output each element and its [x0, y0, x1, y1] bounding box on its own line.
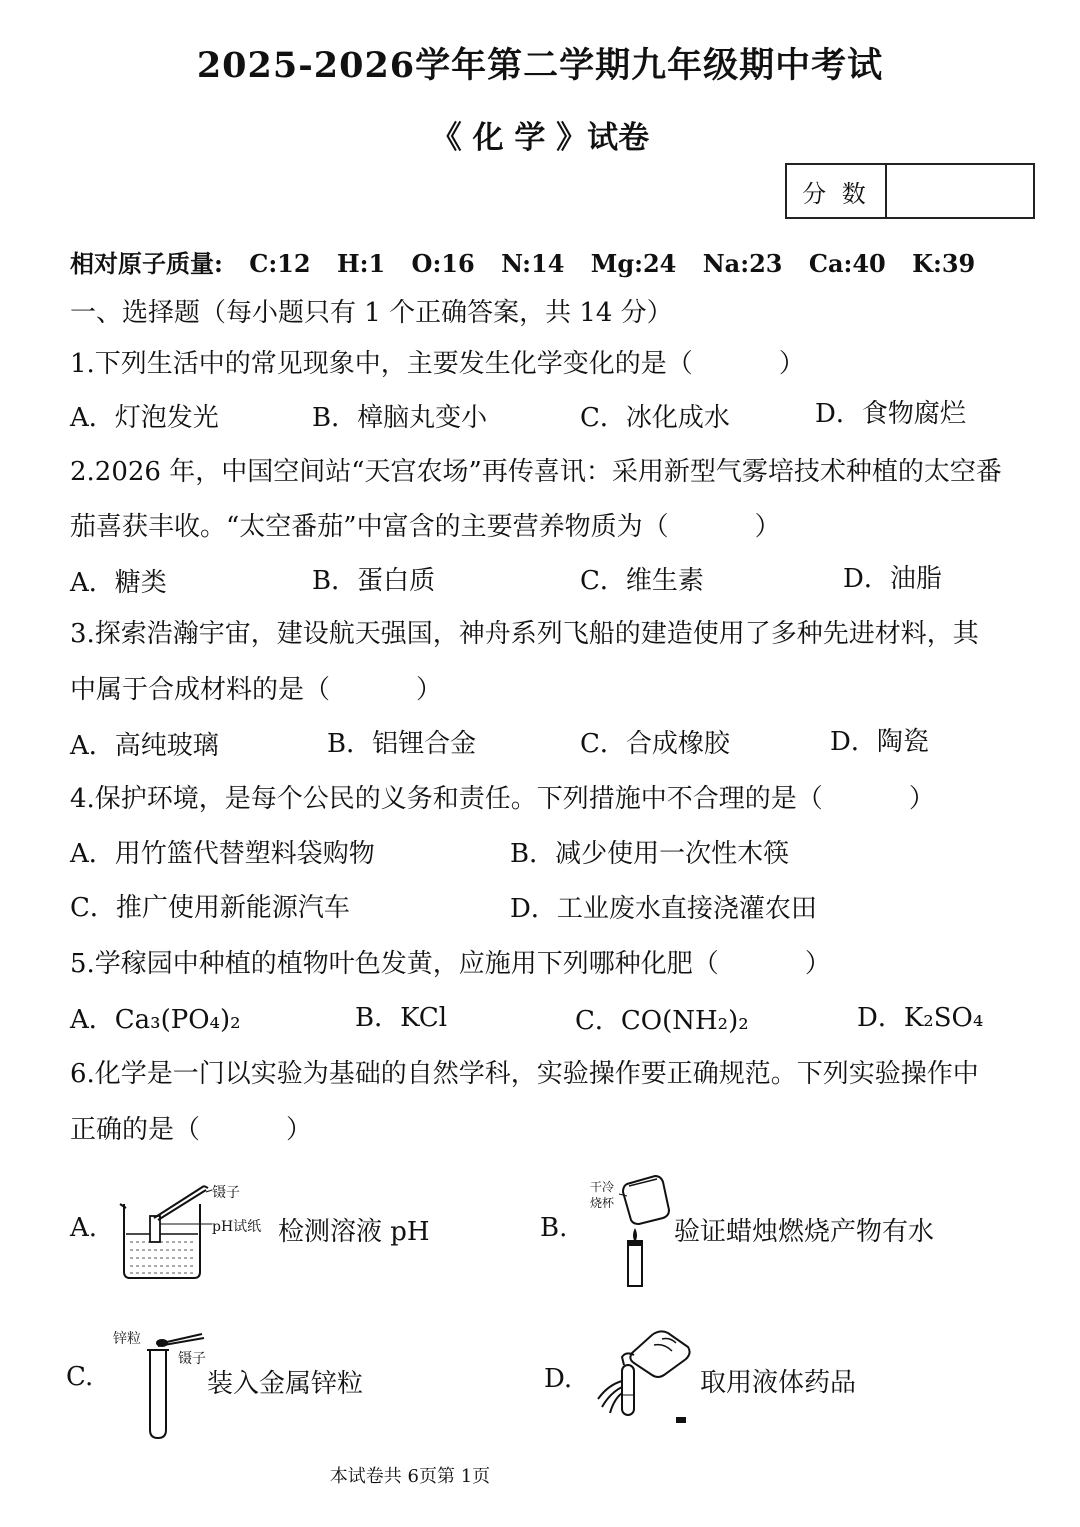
exam-title: 2025-2026学年第二学期九年级期中考试: [196, 45, 884, 86]
question-6-line1: 6.化学是一门以实验为基础的自然学科，实验操作要正确规范。下列实验操作中: [70, 1059, 979, 1089]
question-2-close: ）: [754, 512, 781, 542]
tweezers-label: 镊子: [212, 1185, 240, 1201]
question-6-close: ）: [286, 1115, 313, 1145]
q5-option-d: D．K₂SO₄: [857, 1003, 984, 1033]
q1-option-a: A．灯泡发光: [70, 403, 219, 433]
atomic-mass-item: O:16: [411, 249, 475, 278]
q5-option-a: A．Ca₃(PO₄)₂: [70, 1005, 241, 1035]
question-3-line2: [70, 669, 442, 706]
question-5-close: ）: [804, 949, 831, 979]
question-1-text: 1.下列生活中的常见现象中，主要发生化学变化的是（: [70, 349, 693, 379]
q3-option-b: B．铝锂合金: [327, 729, 477, 759]
q2-option-a: A．糖类: [70, 568, 167, 598]
section-heading: 一、选择题（每小题只有 1 个正确答案，共 14 分）: [70, 298, 673, 328]
q6-option-a-letter: A.: [70, 1213, 98, 1243]
score-box: [785, 163, 1035, 219]
question-3-text: 中属于合成材料的是（: [70, 675, 331, 705]
q4-option-d: D．工业废水直接浇灌农田: [510, 894, 817, 924]
q4-option-c: C．推广使用新能源汽车: [70, 893, 350, 923]
q4-option-b: B．减少使用一次性木筷: [510, 839, 790, 869]
q2-option-c: C．维生素: [580, 566, 704, 596]
atomic-mass-item: H:1: [336, 249, 386, 278]
atomic-mass-item: K:39: [912, 249, 976, 278]
question-3-line1: 3.探索浩瀚宇宙，建设航天强国，神舟系列飞船的建造使用了多种先进材料，其: [70, 619, 979, 649]
q1-option-d: D．食物腐烂: [815, 399, 966, 429]
q6-option-b-text: 验证蜡烛燃烧产物有水: [674, 1217, 935, 1247]
q5-option-b: B．KCl: [355, 1003, 448, 1033]
atomic-mass-item: C:12: [249, 249, 311, 278]
question-6-text: 正确的是（: [70, 1115, 201, 1145]
q6-option-d-letter: D.: [544, 1364, 573, 1394]
beaker-label: 烧杯: [590, 1196, 615, 1210]
question-1-stem: [70, 343, 805, 380]
question-1-close: ）: [778, 349, 805, 379]
score-label: 分 数: [787, 165, 887, 217]
question-5-stem: [70, 943, 831, 980]
tweezers-label-c: 镊子: [178, 1351, 206, 1367]
score-field[interactable]: [887, 165, 1033, 217]
q2-option-b: B．蛋白质: [312, 566, 436, 596]
q3-option-d: D．陶瓷: [830, 727, 929, 757]
ph-paper-label: pH试纸: [212, 1219, 262, 1235]
question-4-stem: [70, 778, 935, 815]
exam-subtitle: 《 化 学 》试卷: [430, 120, 650, 156]
atomic-mass-item: Mg:24: [590, 249, 677, 278]
q6-option-c-letter: C.: [66, 1362, 94, 1392]
atomic-masses: [70, 244, 993, 279]
pouring-liquid-hand-illustration: [592, 1325, 702, 1430]
question-5-text: 5.学稼园中种植的植物叶色发黄，应施用下列哪种化肥（: [70, 949, 719, 979]
q3-option-a: A．高纯玻璃: [70, 731, 219, 761]
page-footer: 本试卷共 6页第 1页: [329, 1466, 491, 1487]
q1-option-b: B．樟脑丸变小: [312, 403, 488, 433]
test-tube-zinc-illustration: [140, 1330, 210, 1442]
q2-option-d: D．油脂: [843, 564, 942, 594]
question-3-close: ）: [416, 675, 443, 705]
question-2-text: 茄喜获丰收。“太空番茄”中富含的主要营养物质为（: [70, 512, 669, 542]
atomic-mass-item: N:14: [501, 249, 565, 278]
q6-option-d-text: 取用液体药品: [700, 1368, 857, 1398]
question-2-line1: 2.2026 年，中国空间站“天宫农场”再传喜讯：采用新型气雾培技术种植的太空番: [70, 457, 1002, 487]
question-4-text: 4.保护环境，是每个公民的义务和责任。下列措施中不合理的是（: [70, 784, 823, 814]
question-4-close: ）: [908, 784, 935, 814]
candle-beaker-illustration: [605, 1172, 675, 1290]
atomic-mass-item: Ca:40: [808, 249, 886, 278]
question-6-line2: [70, 1109, 312, 1146]
q6-option-b-letter: B.: [540, 1213, 568, 1243]
question-2-line2: [70, 506, 781, 543]
atomic-mass-item: Na:23: [702, 249, 783, 278]
q4-option-a: A．用竹篮代替塑料袋购物: [70, 839, 375, 869]
q5-option-c: C．CO(NH₂)₂: [575, 1006, 749, 1036]
dry-label: 干冷: [590, 1180, 615, 1194]
q1-option-c: C．冰化成水: [580, 403, 730, 433]
q6-option-c-text: 装入金属锌粒: [207, 1369, 364, 1399]
q6-option-a-text: 检测溶液 pH: [278, 1217, 430, 1247]
atomic-masses-prefix: 相对原子质量:: [70, 249, 223, 278]
zinc-granule-label: 锌粒: [113, 1331, 141, 1347]
q3-option-c: C．合成橡胶: [580, 729, 730, 759]
